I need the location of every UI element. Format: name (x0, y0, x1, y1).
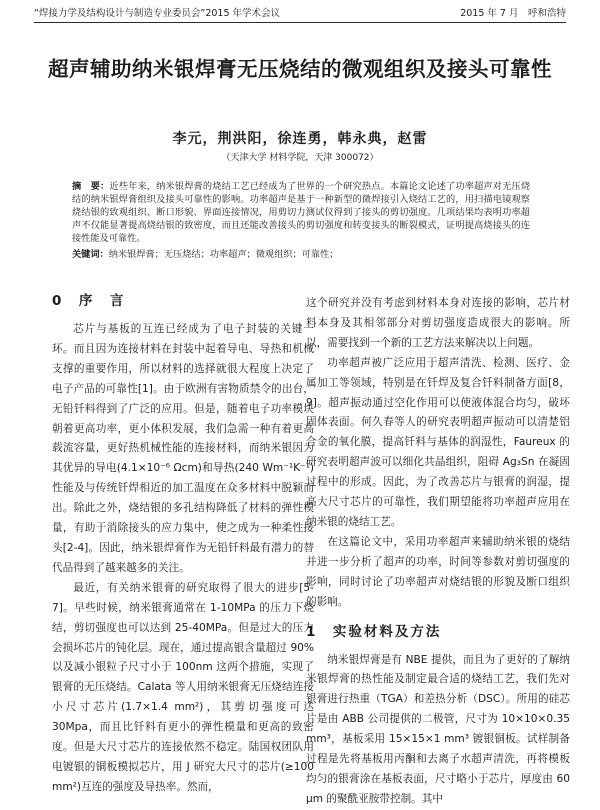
section-heading-materials: 1 实验材料及方法 (306, 623, 442, 640)
column-right (306, 294, 570, 805)
abstract-text: 近些年来，纳米银焊膏的烧结工艺已经成为了世界的一个研究热点。本篇论文论述了功率超声对无压烧结的纳米银焊膏组织及接头可靠性的影响。功率超声是基于一种新型的微焊接引入烧结工艺的，用扫描电镜观察烧结银的致观组织、断口形貌、界面连接情况，用剪切力测试仪得到了接头的剪切强度。几项结果均表明功率超声不仅能显著提高烧结银的致密度，而且还能改善接头的剪切强度和转变接头的断裂模式，证明提高烧接头的连接性能及可靠性。 (72, 181, 531, 244)
keywords-text: 纳米银焊膏；无压烧结；功率超声；微观组织；可靠性； (108, 249, 339, 260)
keywords-label: 关键词： (72, 249, 109, 260)
paragraph: 在这篇论文中，采用功率超声来辅助纳米银的烧结并进一步分析了超声的功率，时间等参数对剪切强度的影响，同时讨论了功率超声对烧结银的形貌及断口组织的影响。 (306, 535, 570, 608)
running-header (34, 6, 566, 23)
abstract-label: 摘 要： (72, 181, 110, 192)
paragraph: 芯片与基板的互连已经成为了电子封装的关键一环。而且因为连接材料在封装中起着导电、导热和机械支撑的重要作用，所以材料的选择就很大程度上决定了电子产品的可靠性[1]。由于欧洲有害物质禁令的出台，无铅钎料得到了广泛的应用。但是，随着电子功率模块朝着更高功率，更小体积发展，我们急需一种有着更高载流容量，更好热机械性能的连接材料，而纳米银因为其优异的导电(4.1×10⁻⁶ Ωcm)和导热(240 Wm⁻¹K⁻¹)性能及与传统钎焊相近的加工温度在众多材料中脱颖而出。除此之外，烧结银的多孔结构降低了材料的弹性模量，有助于消除接头的应力集中，使之成为一种柔性接头[2-4]。因此，纳米银焊膏作为无铅钎料最有潜力的替代品得到了越来越多的关注。 (52, 323, 314, 574)
paragraph: 纳米银焊膏是有 NBE 提供，而且为了更好的了解纳米银焊膏的热性能及制定最合适的烧结工艺，我们先对银膏进行热重（TGA）和差热分析（DSC）。所用的硅芯片是由 ABB 公司提供的二极管，尺寸为 10×10×0.35 mm³，基板采用 15×15×1 mm³ 镀银铜板。试样制备过程是先将基板用丙酮和去离子水超声清洗，再将模板均匀的银膏涂在基板表面，尺寸略小于芯片，厚度由 60 μm 的聚酰亚胺带控制。其中 (306, 653, 570, 805)
paragraph: 最近，有关纳米银膏的研究取得了很大的进步[5-7]。早些时候，纳米银膏通常在 1-10MPa 的压力下烧结，剪切强度也可以达到 25-40MPa。但是过大的压力会损坏芯片的钝化层。现在，通过提高银含量超过 90%以及减小银粒子尺寸小于 100nm 这两个措施，实现了银膏的无压烧结。Calata 等人用纳米银膏无压烧结连接小尺寸芯片(1.7×1.4 mm²)，其剪切强度可达 30Mpa，而且比钎料有更小的弹性模量和更高的致密度。但是大尺寸芯片的连接依然不稳定。陆国权团队用电镀银的铜板模拟芯片，用 J 研究大尺寸的芯片(≥100 mm²)互连的强度及导热率。然而， (52, 581, 314, 793)
abstract (72, 180, 530, 245)
paragraph: 功率超声被广泛应用于超声清洗、检测、医疗、金属加工等领域，特别是在钎焊及复合钎料制备方面[8，9]。超声振动通过空化作用可以使液体混合均匀，破坏固体表面。何久春等人的研究表明超声振动可以清楚铝合金的氧化膜，提高钎料与基体的润湿性，Faureux 的研究表明超声波可以细化共晶组织，阻碍 Ag₃Sn 在凝固过程中的形成。因此，为了改善芯片与银膏的润湿，提高大尺寸芯片的可靠性，我们期望能将功率超声应用在纳米银的烧结工艺。 (306, 356, 570, 528)
keywords (72, 248, 530, 261)
column-left (52, 290, 314, 793)
affiliation: （天津大学 材料学院，天津 300072） (221, 153, 379, 163)
header-conference: “焊接力学及结构设计与制造专业委员会”2015 年学术会议 (34, 8, 281, 19)
section-heading-introduction: 0 序 言 (52, 293, 126, 309)
author-list: 李元，荆洪阳，徐连勇，韩永典，赵雷 (172, 131, 428, 147)
header-date-location: 2015 年 7 月 呼和浩特 (460, 8, 566, 19)
paper-title: 超声辅助纳米银焊膏无压烧结的微观组织及接头可靠性 (48, 57, 552, 81)
paragraph: 这个研究并没有考虑到材料本身对连接的影响，芯片材料本身及其相邻部分对剪切强度造成很大的影响。所以，需要找到一个新的工艺方法来解决以上问题。 (306, 297, 570, 349)
